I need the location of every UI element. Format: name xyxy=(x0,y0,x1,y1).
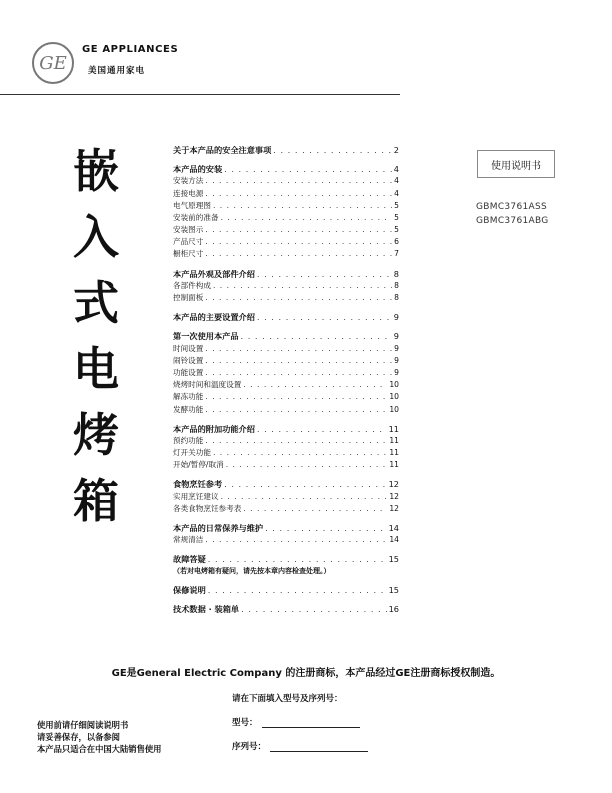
toc-item xyxy=(173,503,399,515)
toc-page-number: 11 xyxy=(389,435,399,445)
toc-leader-dots xyxy=(205,404,387,416)
toc-spacer xyxy=(173,261,399,268)
ge-logo-icon: GE xyxy=(32,42,74,84)
toc-section xyxy=(173,603,399,615)
toc-entry-title: 烧烤时间和温度设置 xyxy=(173,380,242,390)
toc-item xyxy=(173,404,399,416)
model-number: GBMC3761ASS xyxy=(476,202,547,212)
brand-name: GE APPLIANCES xyxy=(82,44,179,55)
toc-spacer xyxy=(173,472,399,479)
toc-page-number: 5 xyxy=(394,225,399,235)
toc-entry-title: 橱柜尺寸 xyxy=(173,249,204,259)
toc-entry-title: 解冻功能 xyxy=(173,392,204,402)
toc-entry-title: 本产品外观及部件介绍 xyxy=(173,268,255,279)
toc-leader-dots xyxy=(241,330,392,342)
usage-note: 使用前请仔细阅读说明书 xyxy=(37,720,129,730)
toc-entry-title: 本产品的主要设置介绍 xyxy=(173,312,255,323)
toc-leader-dots xyxy=(265,522,387,534)
toc-note: （若对电烤箱有疑问，请先按本章内容检查处理。） xyxy=(173,566,331,575)
toc-leader-dots xyxy=(205,435,387,447)
toc-spacer xyxy=(173,577,399,584)
model-number: GBMC3761ABG xyxy=(476,216,549,226)
toc-leader-dots xyxy=(241,603,386,615)
toc-leader-dots xyxy=(213,280,392,292)
toc-leader-dots xyxy=(205,292,392,304)
trademark-notice: GE是General Electric Company 的注册商标，本产品经过GE注册商标授权制造。 xyxy=(111,668,501,679)
toc-entry-title: 保修说明 xyxy=(173,584,206,595)
toc-leader-dots xyxy=(205,248,392,260)
toc-leader-dots xyxy=(226,459,388,471)
toc-item xyxy=(173,236,399,248)
toc-page-number: 11 xyxy=(389,460,399,470)
toc-leader-dots xyxy=(205,534,387,546)
toc-section xyxy=(173,522,399,534)
toc-item xyxy=(173,491,399,503)
toc-entry-title: 实用烹饪建议 xyxy=(173,491,219,501)
toc-leader-dots xyxy=(205,391,387,403)
toc-leader-dots xyxy=(205,236,392,248)
toc-leader-dots xyxy=(213,200,392,212)
toc-leader-dots xyxy=(208,584,387,596)
toc-spacer xyxy=(173,323,399,330)
toc-item xyxy=(173,249,399,261)
toc-page-number: 12 xyxy=(389,491,399,501)
toc-section xyxy=(173,423,399,435)
toc-leader-dots xyxy=(205,367,392,379)
toc-item xyxy=(173,280,399,292)
toc-entry-title: 灯开关功能 xyxy=(173,448,211,458)
toc-spacer xyxy=(173,515,399,522)
usage-note: 本产品只适合在中国大陆销售使用 xyxy=(37,744,162,754)
toc-page-number: 9 xyxy=(393,312,399,323)
toc-leader-dots xyxy=(221,491,388,503)
title-char: 式 xyxy=(73,276,119,330)
toc-entry-title: 产品尺寸 xyxy=(173,237,204,247)
toc-entry-title: 各类食物烹饪参考表 xyxy=(173,503,242,513)
toc-page-number: 4 xyxy=(394,188,399,198)
fill-in-title: 请在下面填入型号及序列号： xyxy=(232,694,343,704)
toc-item xyxy=(173,212,399,224)
toc-entry-title: 控制面板 xyxy=(173,293,204,303)
toc-item xyxy=(173,200,399,212)
toc-entry-title: 电气原理图 xyxy=(173,200,211,210)
toc-entry-title: 常规清洁 xyxy=(173,535,204,545)
toc-page-number: 4 xyxy=(394,176,399,186)
toc-page-number: 11 xyxy=(388,423,399,434)
title-char: 烤 xyxy=(73,408,119,462)
toc-page-number: 8 xyxy=(394,293,399,303)
toc-page-number: 5 xyxy=(394,200,399,210)
brand-name-cn: 美国通用家电 xyxy=(88,66,146,76)
toc-entry-title: 安装前的准备 xyxy=(173,212,219,222)
toc-entry-title: 发酵功能 xyxy=(173,404,204,414)
toc-page-number: 9 xyxy=(394,355,399,365)
toc-entry-title: 开始/暂停/取消 xyxy=(173,460,224,470)
toc-item xyxy=(173,534,399,546)
model-field xyxy=(232,716,360,728)
toc-page-number: 12 xyxy=(388,479,399,490)
toc-page-number: 10 xyxy=(389,392,399,402)
toc-section xyxy=(173,330,399,342)
toc-leader-dots xyxy=(257,423,387,435)
toc-page-number: 15 xyxy=(388,554,399,565)
toc-page-number: 9 xyxy=(393,331,399,342)
toc-item xyxy=(173,367,399,379)
toc-section xyxy=(173,479,399,491)
header-divider xyxy=(0,94,400,95)
toc-leader-dots xyxy=(208,553,387,565)
toc-page-number: 10 xyxy=(389,380,399,390)
toc-page-number: 6 xyxy=(394,237,399,247)
toc-entry-title: 本产品的安装 xyxy=(173,164,223,175)
toc-leader-dots xyxy=(257,311,392,323)
toc-leader-dots xyxy=(257,268,392,280)
toc-entry-title: 技术数据 · 装箱单 xyxy=(173,603,240,614)
toc-entry-title: 安装方法 xyxy=(173,176,204,186)
title-char: 电 xyxy=(73,342,119,396)
toc-page-number: 10 xyxy=(389,404,399,414)
toc-entry-title: 功能设置 xyxy=(173,367,204,377)
toc-item xyxy=(173,355,399,367)
toc-item xyxy=(173,391,399,403)
usage-note: 请妥善保存，以备参阅 xyxy=(37,732,120,742)
toc-page-number: 9 xyxy=(394,343,399,353)
toc-entry-title: 时间设置 xyxy=(173,343,204,353)
table-of-contents xyxy=(173,144,399,615)
toc-item xyxy=(173,224,399,236)
model-label: 型号： xyxy=(232,718,258,728)
serial-field xyxy=(232,740,368,752)
toc-page-number: 12 xyxy=(389,503,399,513)
toc-item xyxy=(173,292,399,304)
toc-spacer xyxy=(173,546,399,553)
toc-section xyxy=(173,553,399,565)
toc-section xyxy=(173,268,399,280)
toc-item xyxy=(173,175,399,187)
title-char: 嵌 xyxy=(73,144,119,198)
model-numbers xyxy=(476,200,549,228)
toc-entry-title: 安装图示 xyxy=(173,225,204,235)
serial-label: 序列号： xyxy=(232,742,267,752)
toc-leader-dots xyxy=(205,188,392,200)
toc-entry-title: 闹铃设置 xyxy=(173,355,204,365)
toc-page-number: 9 xyxy=(394,367,399,377)
toc-section xyxy=(173,584,399,596)
title-char: 箱 xyxy=(73,474,119,528)
toc-page-number: 14 xyxy=(389,535,399,545)
toc-page-number: 8 xyxy=(394,280,399,290)
toc-page-number: 5 xyxy=(394,212,399,222)
model-blank-line xyxy=(262,717,360,728)
toc-entry-title: 本产品的日常保养与维护 xyxy=(173,523,264,534)
toc-item xyxy=(173,343,399,355)
toc-leader-dots xyxy=(221,212,393,224)
toc-leader-dots xyxy=(224,163,392,175)
toc-leader-dots xyxy=(205,355,392,367)
toc-spacer xyxy=(173,416,399,423)
toc-leader-dots xyxy=(205,175,392,187)
toc-section xyxy=(173,144,399,156)
toc-page-number: 15 xyxy=(388,584,399,595)
toc-item xyxy=(173,188,399,200)
toc-page-number: 11 xyxy=(389,448,399,458)
toc-entry-title: 食物烹饪参考 xyxy=(173,479,223,490)
toc-section xyxy=(173,163,399,175)
toc-leader-dots xyxy=(205,224,392,236)
toc-entry-title: 关于本产品的安全注意事项 xyxy=(173,144,272,155)
toc-leader-dots xyxy=(213,447,387,459)
toc-page-number: 7 xyxy=(394,249,399,259)
toc-entry-title: 第一次使用本产品 xyxy=(173,331,239,342)
toc-item xyxy=(173,447,399,459)
toc-spacer xyxy=(173,156,399,163)
serial-blank-line xyxy=(270,741,368,752)
toc-page-number: 4 xyxy=(393,164,399,175)
document-title xyxy=(66,138,126,534)
toc-leader-dots xyxy=(205,343,392,355)
toc-entry-title: 连接电源 xyxy=(173,188,204,198)
toc-entry-title: 预约功能 xyxy=(173,435,204,445)
usage-notes xyxy=(37,719,161,755)
toc-entry-title: 各部件构成 xyxy=(173,280,211,290)
toc-entry-title: 本产品的附加功能介绍 xyxy=(173,423,255,434)
toc-entry-title: 故障答疑 xyxy=(173,554,206,565)
toc-section xyxy=(173,311,399,323)
toc-page-number: 2 xyxy=(393,144,399,155)
toc-page-number: 14 xyxy=(388,523,399,534)
toc-spacer xyxy=(173,304,399,311)
toc-leader-dots xyxy=(273,144,392,156)
toc-page-number: 8 xyxy=(393,268,399,279)
toc-item xyxy=(173,379,399,391)
manual-label: 使用说明书 xyxy=(477,150,555,178)
toc-item xyxy=(173,435,399,447)
toc-spacer xyxy=(173,596,399,603)
toc-leader-dots xyxy=(243,503,387,515)
toc-leader-dots xyxy=(224,478,386,490)
toc-page-number: 16 xyxy=(388,603,399,614)
title-char: 入 xyxy=(73,210,119,264)
toc-leader-dots xyxy=(243,379,387,391)
toc-item xyxy=(173,459,399,471)
